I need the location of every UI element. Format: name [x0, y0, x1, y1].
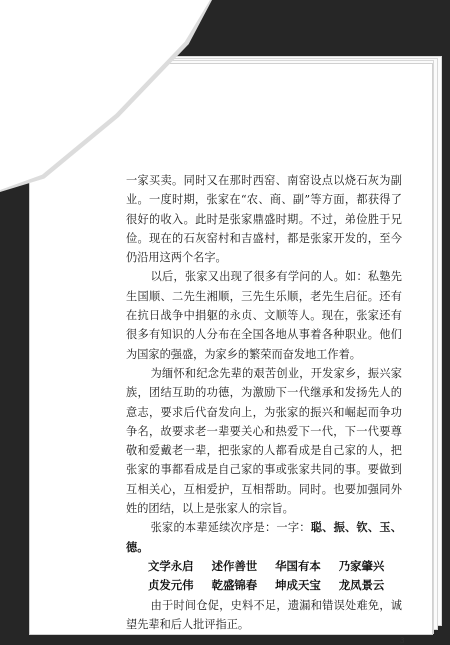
generation-phrase: 坤成天宝 [275, 578, 321, 593]
generation-row-1 [126, 557, 402, 576]
generation-order-line [126, 518, 402, 557]
page-number: 3 [400, 637, 405, 645]
generation-phrase: 龙凤景云 [338, 578, 385, 593]
closing-paragraph: 由于时间仓促，史料不足，遗漏和错误处难免，诚望先辈和后人批评指正。 [126, 598, 402, 631]
page-body [126, 171, 402, 634]
document-page [29, 63, 433, 645]
generation-phrase: 文学永启 [148, 558, 194, 573]
generation-phrase: 述作善世 [211, 558, 258, 573]
generation-row-2 [126, 576, 402, 595]
paragraph-1: 一家买卖。同时又在那时西窑、南窑设点以烧石灰为副业。一度时期，张家在“农、商、副”等方面，都获得了很好的收入。此时是张家鼎盛时期。不过，弟俭胜于兄俭。现在的石灰窑村和吉盛村，都是张家开发的，至今仍沿用这两个名字。 [126, 174, 402, 265]
paragraph-3: 为缅怀和纪念先辈的艰苦创业，开发家乡，振兴家族，团结互助的功德，为激励下一代继承和发扬先人的意志，要求后代奋发向上，为张家的振兴和崛起而争功争名，故要求老一辈要关心和热爱下一代，下一代要尊敬和爱戴老一辈，把张家的人都看成是自己家的人，把张家的事都看成是自己家的事或张家共同的事。要做到互相关心，互相爱护，互相帮助。同时。也要加强同外姓的团结，以上是张家人的宗旨。 [126, 366, 402, 516]
generation-order-first-chars: 聪、振、钦、玉、德。 [126, 520, 402, 554]
paragraph-2: 以后，张家又出现了很多有学问的人。如：私塾先生国顺、二先生湘顺，三先生乐顺，老先生启征。还有在抗日战争中捐躯的永贞、文顺等人。现在，张家还有很多有知识的人分布在全国各地从事着各种职业。他们为国家的强盛，为家乡的繁荣而奋发地工作着。 [126, 270, 402, 361]
generation-phrase: 华国有本 [275, 558, 321, 573]
generation-phrase: 贞发元伟 [148, 578, 194, 593]
generation-phrase: 乃家肇兴 [338, 558, 385, 573]
generation-order-intro: 张家的本辈延续次序是：一字： [150, 521, 311, 535]
generation-phrase: 乾盛锦春 [211, 578, 258, 593]
